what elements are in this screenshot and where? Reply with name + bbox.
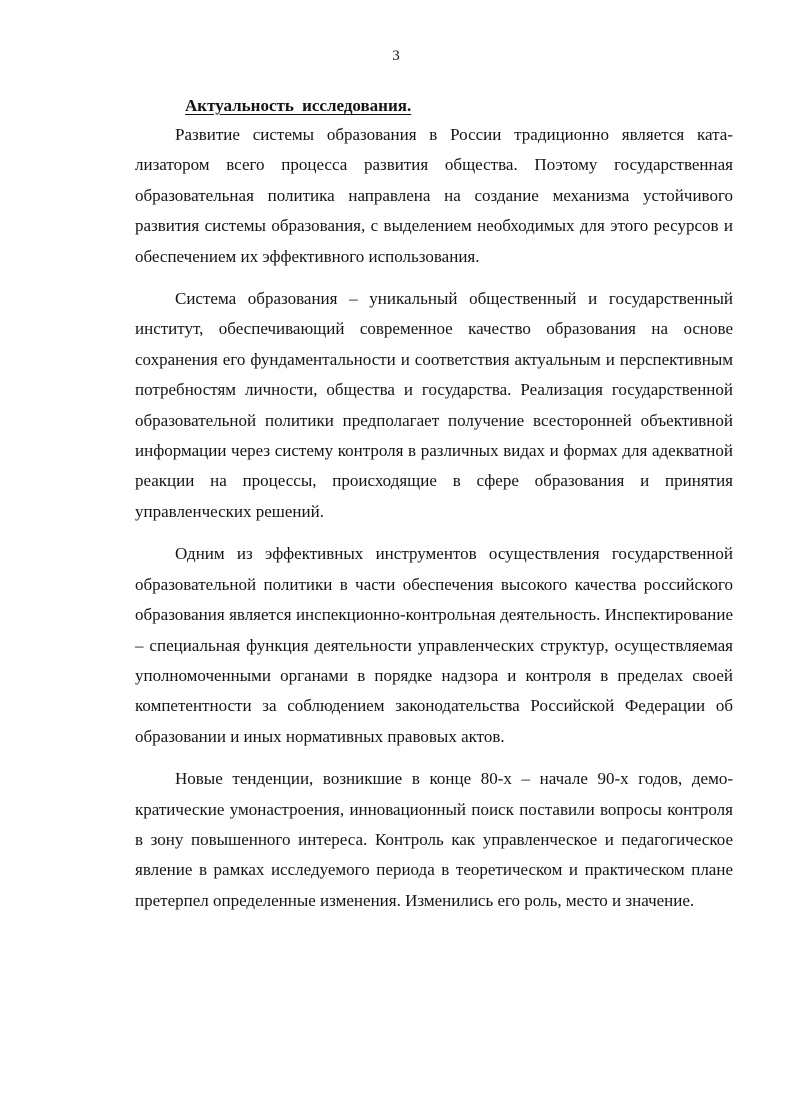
section-heading: Актуальность исследования. [185,96,412,115]
paragraph-4: Новые тенденции, возникшие в конце 80-х – начале 90-х годов, демократические умонастроения, инновационный поиск поставили вопросы контроля в зону повышенного интереса. Контроль как управленческое и педагогическое явление в рамках исследуемого периода в теоретическом и практическом плане претерпел определенные изменения. Изменились его роль, место и значение. [135,769,733,910]
paragraph-2: Система образования – уникальный общественный и государственный институт, обеспечивающий современное качество образования на основе сохранения его фундаментальности и соответствия актуальным и перспективным потребностям личности, общества и государства. Реализация государственной образовательной политики предполагает получение всесторонней объективной информации через систему контроля в различных видах и формах для адекватной реакции на процессы, происходящие в сфере образования и принятия управленческих решений. [135,289,733,521]
paragraph-3: Одним из эффективных инструментов осуществления государственной образовательной политики в части обеспечения высокого качества российского образования является инспекционно-контрольная деятельность. Инспектирование – специальная функция деятельности управленческих структур, осуществляемая уполномоченными органами в порядке надзора и контроля в пределах своей компетентности за соблюдением законодательства Российской Федерации об образовании и иных нормативных правовых актов. [135,544,733,746]
paragraph-1: Развитие системы образования в России традиционно является катализатором всего процесса развития общества. Поэтому государственная образовательная политика направлена на создание механизма устойчивого развития системы образования, с выделением необходимых для этого ресурсов и обеспечением их эффективного использования. [135,125,733,266]
document-body [135,92,733,928]
page-number: 3 [392,48,400,64]
